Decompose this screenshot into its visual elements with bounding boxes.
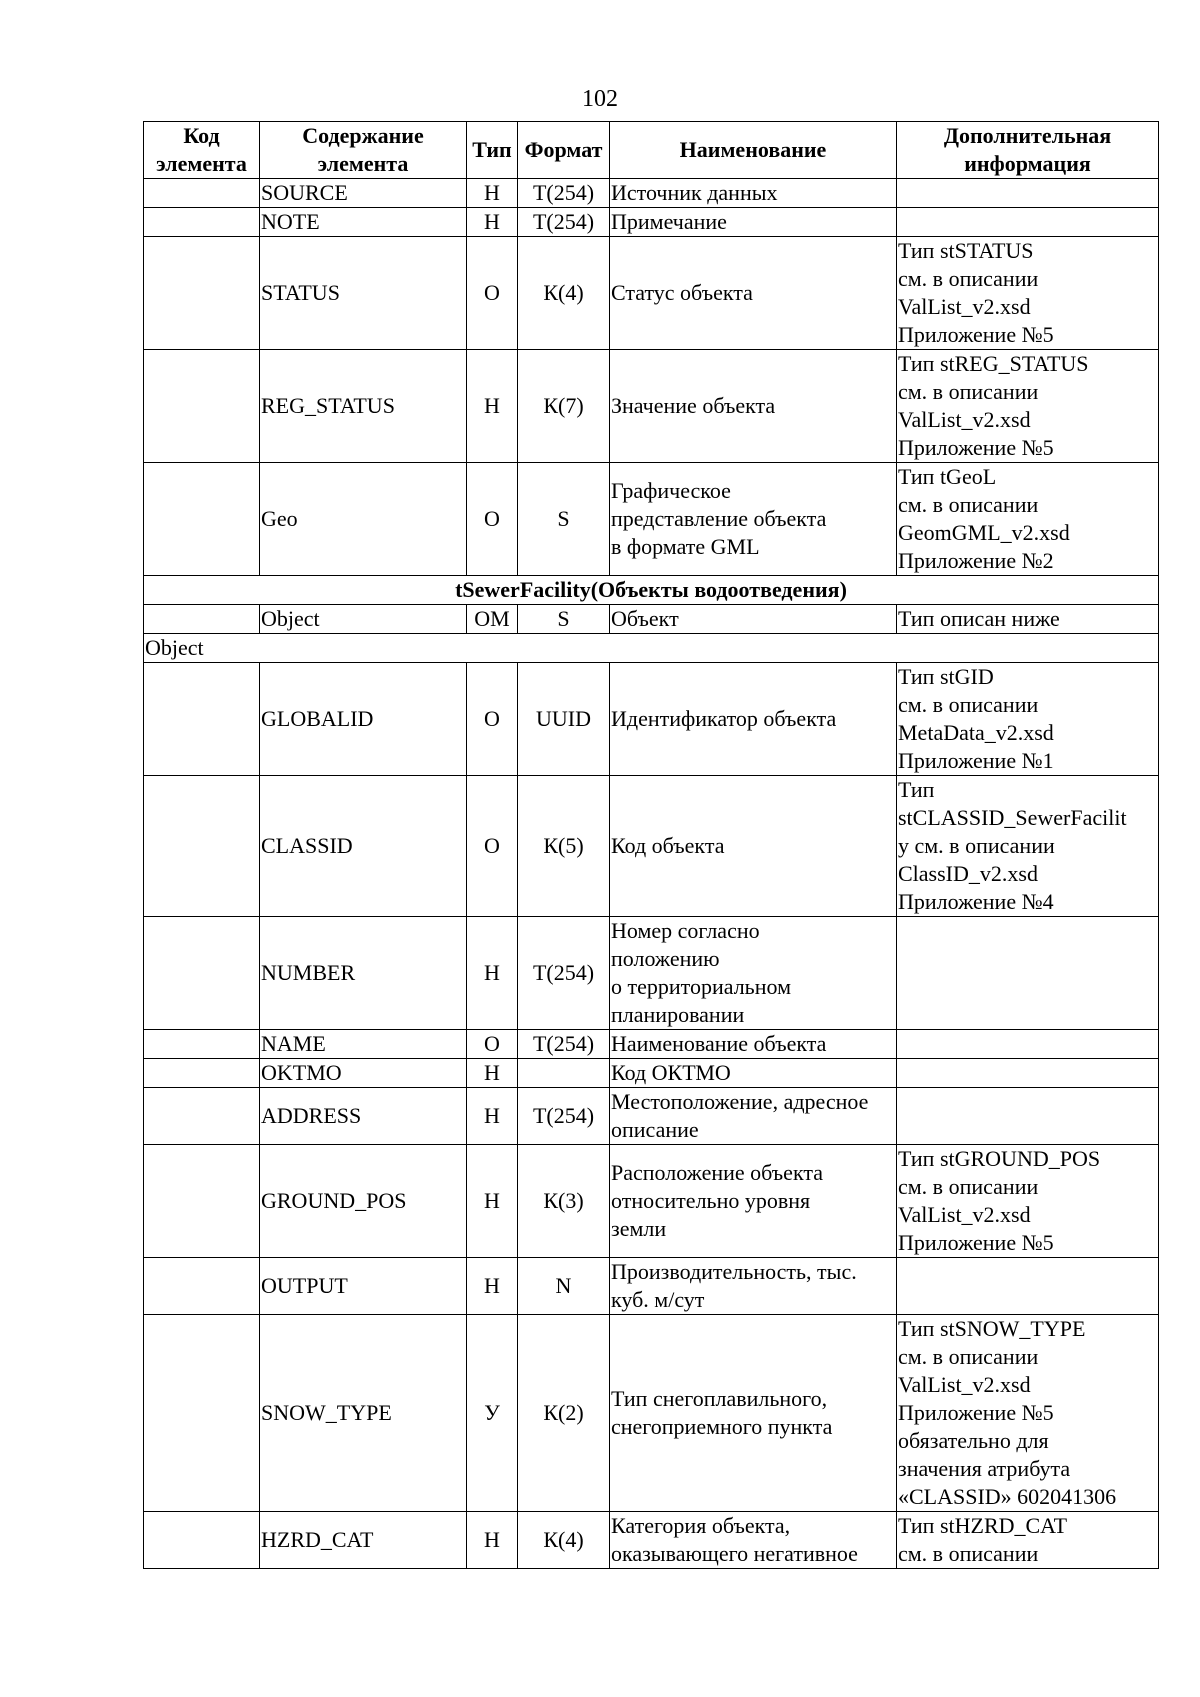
element-info: [897, 179, 1159, 208]
element-format: S: [518, 463, 610, 576]
element-name: [610, 208, 897, 237]
element-format: Т(254): [518, 917, 610, 1030]
element-info-line: MetaData_v2.xsd: [898, 720, 1054, 745]
element-type: Н: [467, 1088, 518, 1145]
element-content: Geo: [260, 463, 467, 576]
element-name-line: Производительность, тыс.: [611, 1259, 857, 1284]
element-name: [610, 1315, 897, 1512]
section-title: tSewerFacility(Объекты водоотведения): [144, 576, 1159, 605]
element-info-line: ValList_v2.xsd: [898, 407, 1031, 432]
element-name: [610, 1059, 897, 1088]
element-format: Т(254): [518, 1030, 610, 1059]
element-name-line: земли: [611, 1216, 667, 1241]
element-info-line: ClassID_v2.xsd: [898, 861, 1038, 886]
object-label-row: [144, 634, 1159, 663]
element-info-line: Тип tGeoL: [898, 464, 997, 489]
element-name-line: представление объекта: [611, 506, 827, 531]
header-type: Тип: [467, 122, 518, 179]
element-content: SOURCE: [260, 179, 467, 208]
element-info-line: Приложение №4: [898, 889, 1054, 914]
element-name-line: Расположение объекта: [611, 1160, 823, 1185]
element-content: NOTE: [260, 208, 467, 237]
element-name-line: Примечание: [611, 209, 727, 234]
element-content: Object: [260, 605, 467, 634]
header-code: Код элемента: [144, 122, 260, 179]
element-code: [144, 917, 260, 1030]
element-info: [897, 237, 1159, 350]
element-info-line: stCLASSID_SewerFacilit: [898, 805, 1127, 830]
table-row: [144, 663, 1159, 776]
element-name: [610, 350, 897, 463]
element-info-line: Тип описан ниже: [898, 606, 1060, 631]
element-info-line: значения атрибута: [898, 1456, 1071, 1481]
element-type: О: [467, 237, 518, 350]
element-info: [897, 1512, 1159, 1569]
element-name: [610, 776, 897, 917]
element-info-line: «CLASSID» 602041306: [898, 1484, 1117, 1509]
element-info: [897, 917, 1159, 1030]
element-format: К(3): [518, 1145, 610, 1258]
element-name-line: о территориальном: [611, 974, 791, 999]
element-name: [610, 1030, 897, 1059]
element-code: [144, 463, 260, 576]
element-format: Т(254): [518, 1088, 610, 1145]
element-type: Н: [467, 1512, 518, 1569]
element-name: [610, 1088, 897, 1145]
element-type: Н: [467, 1258, 518, 1315]
element-code: [144, 1315, 260, 1512]
element-name-line: относительно уровня: [611, 1188, 811, 1213]
element-info: [897, 208, 1159, 237]
element-format: [518, 1059, 610, 1088]
table-row: [144, 1088, 1159, 1145]
element-info-line: Приложение №2: [898, 548, 1054, 573]
element-info-line: см. в описании: [898, 1344, 1039, 1369]
element-type: О: [467, 776, 518, 917]
element-content: STATUS: [260, 237, 467, 350]
element-info: [897, 605, 1159, 634]
element-content: GROUND_POS: [260, 1145, 467, 1258]
element-name-line: куб. м/сут: [611, 1287, 705, 1312]
element-name-line: описание: [611, 1117, 699, 1142]
element-name-line: Номер согласно: [611, 918, 760, 943]
element-name-line: Наименование объекта: [611, 1031, 827, 1056]
table-row: [144, 917, 1159, 1030]
element-name: [610, 1512, 897, 1569]
table-row: [144, 776, 1159, 917]
element-info-line: Тип stHZRD_CAT: [898, 1513, 1068, 1538]
element-info-line: ValList_v2.xsd: [898, 1372, 1031, 1397]
element-name-line: Объект: [611, 606, 679, 631]
element-info: [897, 1315, 1159, 1512]
element-type: У: [467, 1315, 518, 1512]
element-name: [610, 605, 897, 634]
element-code: [144, 1145, 260, 1258]
element-name: [610, 1145, 897, 1258]
element-content: ADDRESS: [260, 1088, 467, 1145]
element-name-line: Идентификатор объекта: [611, 706, 837, 731]
element-name: [610, 1258, 897, 1315]
header-name: Наименование: [610, 122, 897, 179]
element-format: К(4): [518, 1512, 610, 1569]
table-row: [144, 237, 1159, 350]
element-info: [897, 1258, 1159, 1315]
table-row: [144, 1145, 1159, 1258]
page-number: 102: [582, 86, 618, 112]
element-info-line: Приложение №5: [898, 1230, 1054, 1255]
element-type: ОМ: [467, 605, 518, 634]
element-format: Т(254): [518, 179, 610, 208]
table-row: [144, 1512, 1159, 1569]
element-type: Н: [467, 917, 518, 1030]
element-name: [610, 463, 897, 576]
table-row: [144, 1030, 1159, 1059]
element-name-line: Код объекта: [611, 833, 725, 858]
element-name-line: Код ОКТМО: [611, 1060, 731, 1085]
element-code: [144, 663, 260, 776]
element-name-line: оказывающего негативное: [611, 1541, 858, 1566]
element-info-line: см. в описании: [898, 1541, 1039, 1566]
element-info-line: Тип stSTATUS: [898, 238, 1034, 263]
element-code: [144, 776, 260, 917]
element-name-line: в формате GML: [611, 534, 760, 559]
element-type: О: [467, 463, 518, 576]
element-info-line: Приложение №5: [898, 435, 1054, 460]
element-code: [144, 1258, 260, 1315]
element-code: [144, 1512, 260, 1569]
element-info-line: Тип stREG_STATUS: [898, 351, 1089, 376]
element-name-line: Тип снегоплавильного,: [611, 1386, 828, 1411]
element-name-line: Источник данных: [611, 180, 778, 205]
element-content: CLASSID: [260, 776, 467, 917]
element-name-line: снегоприемного пункта: [611, 1414, 833, 1439]
header-row: [144, 122, 1159, 179]
table-row: [144, 1315, 1159, 1512]
element-name: [610, 663, 897, 776]
table-row: [144, 208, 1159, 237]
element-info: [897, 1145, 1159, 1258]
element-info-line: ValList_v2.xsd: [898, 1202, 1031, 1227]
section-row: [144, 576, 1159, 605]
table-row: [144, 463, 1159, 576]
element-info-line: см. в описании: [898, 1174, 1039, 1199]
element-code: [144, 237, 260, 350]
element-info-line: см. в описании: [898, 379, 1039, 404]
element-name-line: Графическое: [611, 478, 731, 503]
element-format: Т(254): [518, 208, 610, 237]
element-format: S: [518, 605, 610, 634]
element-code: [144, 1030, 260, 1059]
element-type: Н: [467, 208, 518, 237]
element-name: [610, 917, 897, 1030]
element-type: О: [467, 663, 518, 776]
table-row: [144, 1258, 1159, 1315]
element-content: SNOW_TYPE: [260, 1315, 467, 1512]
element-info-line: GeomGML_v2.xsd: [898, 520, 1070, 545]
element-info-line: Тип: [898, 777, 935, 802]
element-info-line: у см. в описании: [898, 833, 1055, 858]
element-code: [144, 208, 260, 237]
element-type: Н: [467, 1059, 518, 1088]
object-label: Object: [144, 634, 1159, 663]
element-info-line: Тип stSNOW_TYPE: [898, 1316, 1086, 1341]
element-info: [897, 776, 1159, 917]
element-info: [897, 1088, 1159, 1145]
element-info: [897, 663, 1159, 776]
element-name: [610, 179, 897, 208]
element-type: Н: [467, 350, 518, 463]
element-format: К(2): [518, 1315, 610, 1512]
element-name-line: Категория объекта,: [611, 1513, 791, 1538]
element-info-line: Тип stGROUND_POS: [898, 1146, 1101, 1171]
element-code: [144, 1059, 260, 1088]
element-content: OUTPUT: [260, 1258, 467, 1315]
element-type: Н: [467, 179, 518, 208]
element-type: О: [467, 1030, 518, 1059]
element-type: Н: [467, 1145, 518, 1258]
element-content: NUMBER: [260, 917, 467, 1030]
table-row: [144, 605, 1159, 634]
element-format: К(7): [518, 350, 610, 463]
element-info-line: см. в описании: [898, 266, 1039, 291]
element-info-line: см. в описании: [898, 692, 1039, 717]
element-code: [144, 1088, 260, 1145]
element-name-line: планировании: [611, 1002, 745, 1027]
element-name-line: Статус объекта: [611, 280, 753, 305]
table-row: [144, 179, 1159, 208]
element-info: [897, 350, 1159, 463]
element-info-line: обязательно для: [898, 1428, 1049, 1453]
element-code: [144, 350, 260, 463]
element-name-line: Значение объекта: [611, 393, 776, 418]
element-info: [897, 463, 1159, 576]
element-content: HZRD_CAT: [260, 1512, 467, 1569]
element-content: REG_STATUS: [260, 350, 467, 463]
element-content: GLOBALID: [260, 663, 467, 776]
element-info-line: ValList_v2.xsd: [898, 294, 1031, 319]
header-info: Дополнительная информация: [897, 122, 1159, 179]
header-format: Формат: [518, 122, 610, 179]
element-format: К(4): [518, 237, 610, 350]
element-name-line: Местоположение, адресное: [611, 1089, 869, 1114]
element-content: NAME: [260, 1030, 467, 1059]
attributes-table: [143, 121, 1159, 1569]
element-info-line: Тип stGID: [898, 664, 994, 689]
element-info-line: Приложение №1: [898, 748, 1054, 773]
element-info: [897, 1059, 1159, 1088]
table-row: [144, 1059, 1159, 1088]
header-content: Содержание элемента: [260, 122, 467, 179]
element-info-line: Приложение №5: [898, 1400, 1054, 1425]
element-name-line: положению: [611, 946, 720, 971]
element-format: UUID: [518, 663, 610, 776]
element-format: К(5): [518, 776, 610, 917]
element-info-line: Приложение №5: [898, 322, 1054, 347]
table-row: [144, 350, 1159, 463]
element-format: N: [518, 1258, 610, 1315]
element-code: [144, 605, 260, 634]
element-name: [610, 237, 897, 350]
element-content: OKTMO: [260, 1059, 467, 1088]
element-info: [897, 1030, 1159, 1059]
element-info-line: см. в описании: [898, 492, 1039, 517]
element-code: [144, 179, 260, 208]
